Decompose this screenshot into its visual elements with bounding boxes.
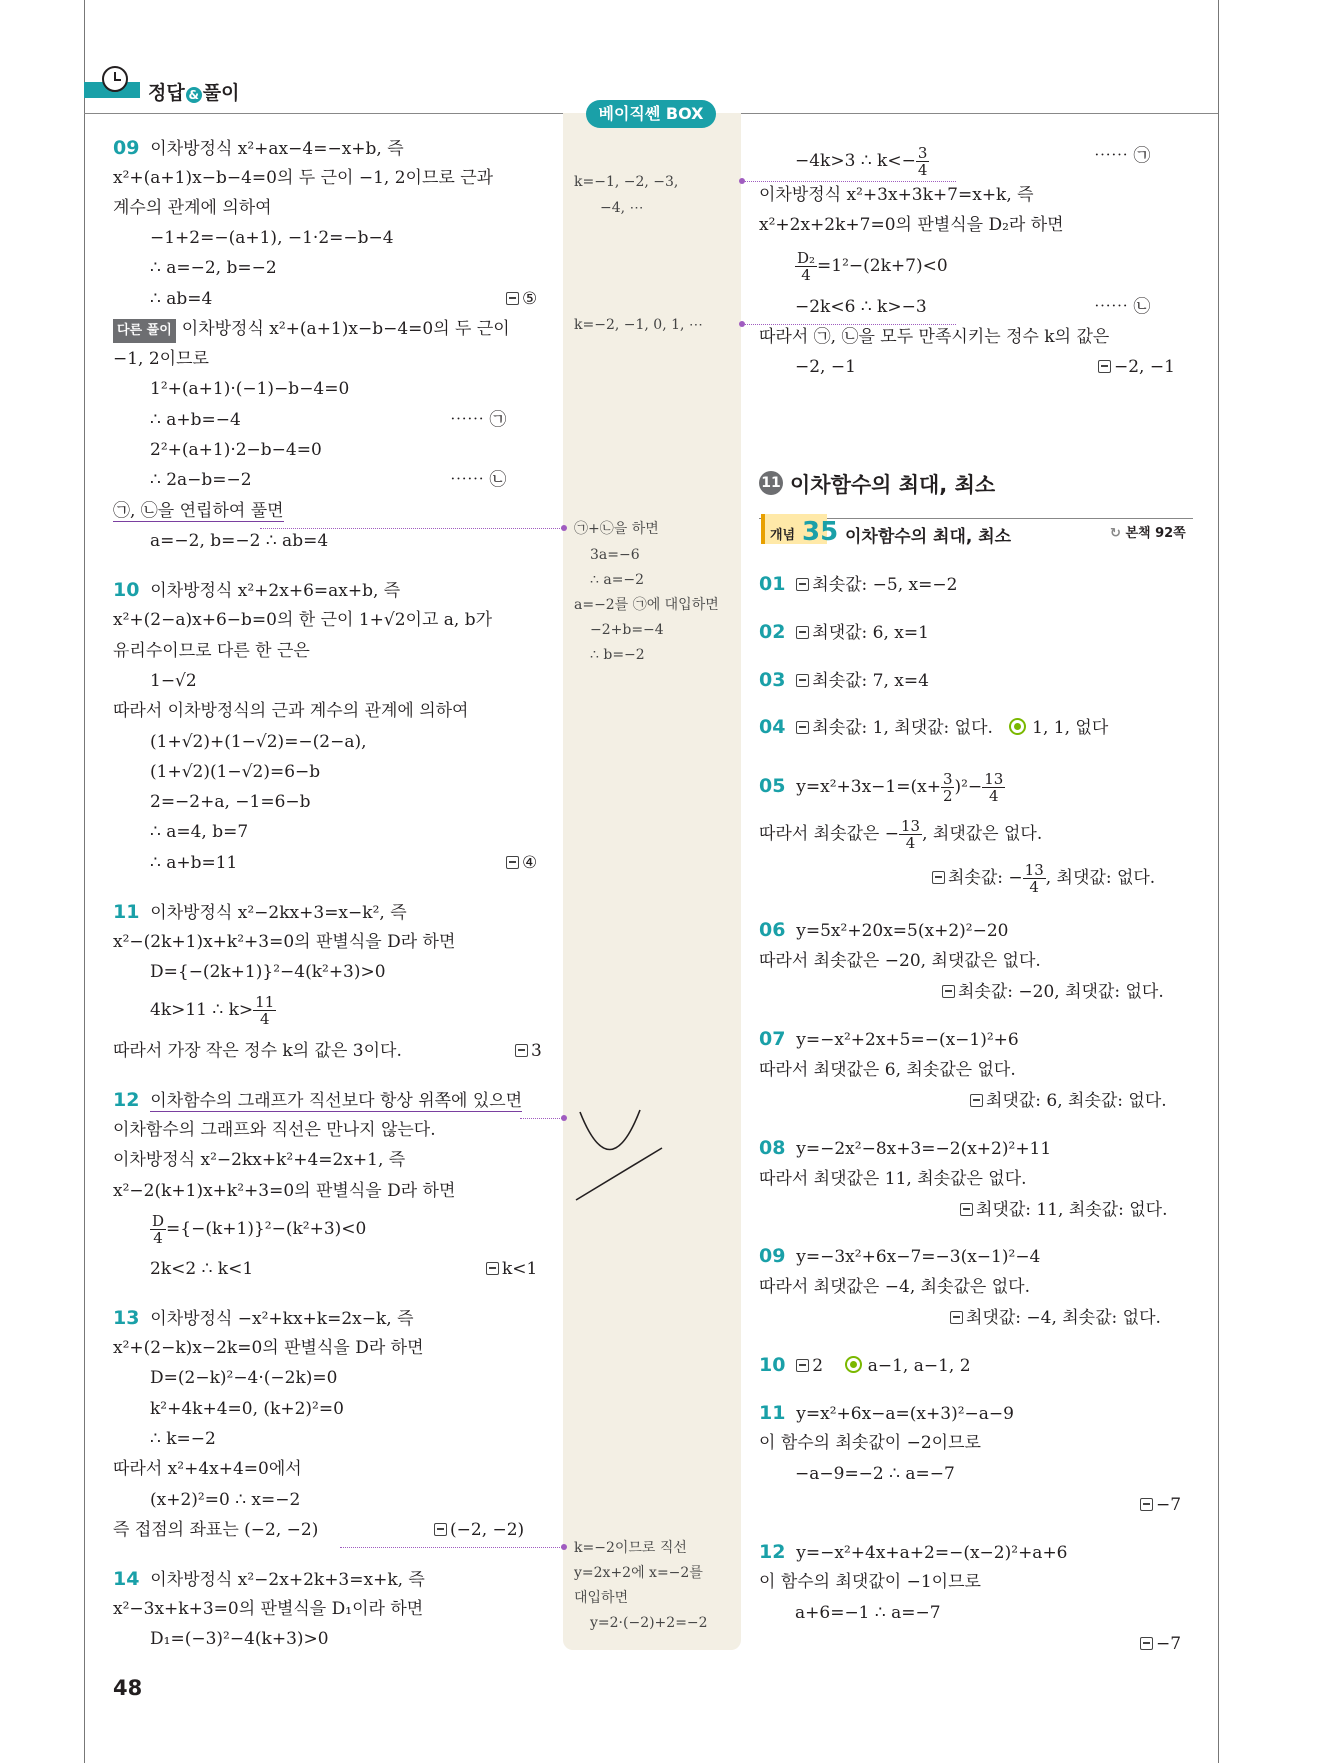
answer-icon	[506, 292, 519, 305]
pointer-line	[742, 324, 956, 325]
target-icon	[845, 1356, 862, 1373]
r-line4: $\frac{\text{D₂}}{4}$ =1²−(2k+7)<0	[797, 249, 948, 284]
answer-icon	[960, 1203, 973, 1216]
r-line5: −2k<6 ∴ k>−3	[795, 297, 927, 317]
p11-line2: x²−(2k+1)x+k²+3=0의 판별식을 D라 하면	[113, 932, 456, 952]
r-q06-answer: 최솟값: −20, 최댓값: 없다.	[942, 981, 1164, 1003]
pointer-dot	[561, 525, 567, 531]
r-q12: 12 y=−x²+4x+a+2=−(x−2)²+a+6	[759, 1541, 1068, 1563]
box-note2: k=−2, −1, 0, 1, ⋯	[574, 317, 703, 333]
box-note1b: −4, ⋯	[600, 200, 644, 216]
box-note3b: 3a=−6	[590, 547, 640, 563]
p13-line6: 따라서 x²+4x+4=0에서	[113, 1459, 302, 1479]
r-q11: 11 y=x²+6x−a=(x+3)²−a−9	[759, 1402, 1014, 1424]
box-note3d: a=−2를 ㉠에 대입하면	[574, 597, 719, 613]
answer-icon	[796, 578, 809, 591]
answer-icon	[1140, 1637, 1153, 1650]
p12-answer: k<1	[486, 1258, 537, 1280]
p11-line3: D={−(2k+1)}²−4(k²+3)>0	[150, 962, 386, 982]
p10-line7: (1+√2)(1−√2)=6−b	[150, 762, 321, 782]
p09-other-line4: ∴ a+b=−4	[150, 410, 241, 430]
pointer-line	[742, 181, 956, 182]
answer-icon	[486, 1262, 499, 1275]
r-q10: 10 2 a−1, a−1, 2	[759, 1354, 971, 1376]
p13-line2: x²+(2−k)x−2k=0의 판별식을 D라 하면	[113, 1338, 424, 1358]
refresh-icon: ↻	[1110, 526, 1121, 541]
p13-line8: 즉 접점의 좌표는 (−2, −2)	[113, 1520, 319, 1540]
r-q11-line2: 이 함수의 최솟값이 −2이므로	[759, 1433, 981, 1453]
p09-other-line5: 2²+(a+1)·2−b−4=0	[150, 440, 322, 460]
p10-line10: ∴ a+b=11	[150, 853, 238, 873]
p14-line3: D₁=(−3)²−4(k+3)>0	[150, 1629, 329, 1649]
pointer-line	[520, 1118, 562, 1119]
box-note4b: y=2x+2에 x=−2를	[574, 1565, 703, 1581]
concept-number: 35	[802, 517, 839, 547]
p13-answer: (−2, −2)	[434, 1519, 524, 1541]
r-q06-line2: 따라서 최솟값은 −20, 최댓값은 없다.	[759, 951, 1041, 971]
p09-other-line2: −1, 2이므로	[113, 349, 209, 369]
p12-line5: $\frac{D}{4}$ ={−(k+1)}²−(k²+3)<0	[152, 1212, 367, 1247]
r-q07-line2: 따라서 최댓값은 6, 최솟값은 없다.	[759, 1060, 1016, 1080]
p10-line4: 1−√2	[150, 671, 197, 691]
pointer-dot	[739, 321, 745, 327]
box-note4c: 대입하면	[574, 1590, 629, 1606]
p10-line9: ∴ a=4, b=7	[150, 822, 249, 842]
header-title: 정답 & 풀이	[148, 82, 240, 104]
section-number-badge: 11	[759, 471, 783, 495]
p09-marker-b: ⋯⋯ ㉡	[450, 470, 507, 490]
alarm-clock-icon	[102, 66, 128, 92]
r-q07-answer: 최댓값: 6, 최솟값: 없다.	[970, 1090, 1167, 1112]
r-q09-line2: 따라서 최댓값은 −4, 최솟값은 없다.	[759, 1277, 1030, 1297]
answer-icon	[970, 1094, 983, 1107]
box-note3c: ∴ a=−2	[590, 572, 645, 588]
p12-line1: 12 이차함수의 그래프가 직선보다 항상 위쪽에 있으면	[113, 1089, 523, 1111]
p11-line5: 따라서 가장 작은 정수 k의 값은 3이다.	[113, 1041, 402, 1061]
r-q05-line2: 따라서 최솟값은 − $\frac{13}{4}$ , 최댓값은 없다.	[759, 817, 1043, 852]
p13-line5: ∴ k=−2	[150, 1429, 216, 1449]
r-q07: 07 y=−x²+2x+5=−(x−1)²+6	[759, 1028, 1019, 1050]
answer-icon	[796, 1359, 809, 1372]
answer-icon	[1140, 1498, 1153, 1511]
p13-line7: (x+2)²=0 ∴ x=−2	[150, 1490, 301, 1510]
answer-icon	[1098, 360, 1111, 373]
r-q12-line3: a+6=−1 ∴ a=−7	[795, 1603, 941, 1623]
box-note1a: k=−1, −2, −3,	[574, 174, 679, 190]
box-note4a: k=−2이므로 직선	[574, 1540, 687, 1556]
r-q09-answer: 최댓값: −4, 최솟값: 없다.	[950, 1307, 1161, 1329]
p10-line6: (1+√2)+(1−√2)=−(2−a),	[150, 732, 367, 752]
r-q08-answer: 최댓값: 11, 최솟값: 없다.	[960, 1199, 1167, 1221]
answer-icon	[796, 721, 809, 734]
answer-icon	[506, 856, 519, 869]
r-q04: 04 최솟값: 1, 최댓값: 없다. 1, 1, 없다	[759, 716, 1109, 738]
p10-line2: x²+(2−a)x+6−b=0의 한 근이 1+√2이고 a, b가	[113, 610, 493, 630]
p09-answer: ⑤	[506, 288, 537, 310]
p09-line2: x²+(a+1)x−b−4=0의 두 근이 −1, 2이므로 근과	[113, 168, 494, 188]
other-solution-badge: 다른 풀이	[113, 319, 176, 343]
box-note3a: ㉠+㉡을 하면	[574, 521, 659, 537]
p09-other-line3: 1²+(a+1)·(−1)−b−4=0	[150, 379, 350, 399]
p12-line6: 2k<2 ∴ k<1	[150, 1259, 254, 1279]
pointer-line	[260, 528, 562, 529]
p09-line6: ∴ ab=4	[150, 289, 213, 309]
p13-line1: 13 이차방정식 −x²+kx+k=2x−k, 즉	[113, 1307, 414, 1329]
answer-icon	[942, 985, 955, 998]
p13-line4: k²+4k+4=0, (k+2)²=0	[150, 1399, 344, 1419]
p09-other-line6: ∴ 2a−b=−2	[150, 470, 252, 490]
r-q02: 02 최댓값: 6, x=1	[759, 621, 929, 643]
r-q12-answer: −7	[1140, 1633, 1181, 1655]
section-title: 이차함수의 최대, 최소	[790, 473, 996, 497]
r-q09: 09 y=−3x²+6x−7=−3(x−1)²−4	[759, 1245, 1041, 1267]
concept-reference: ↻ 본책 92쪽	[1110, 526, 1186, 541]
r-q11-answer: −7	[1140, 1494, 1181, 1516]
page-number: 48	[113, 1676, 143, 1700]
page-edge-right	[1218, 0, 1219, 1763]
p11-line4: 4k>11 ∴ k> $\frac{11}{4}$	[150, 993, 275, 1028]
answer-icon	[515, 1044, 528, 1057]
r-marker-a: ⋯⋯ ㉠	[1094, 146, 1151, 166]
basic-box-column	[563, 113, 741, 1650]
pointer-dot	[561, 1544, 567, 1550]
p10-answer: ④	[506, 852, 537, 874]
parabola-line-sketch	[570, 1100, 670, 1205]
box-note3f: ∴ b=−2	[590, 647, 645, 663]
p10-line3: 유리수이므로 다른 한 근은	[113, 641, 310, 661]
answer-icon	[950, 1311, 963, 1324]
answer-icon	[434, 1523, 447, 1536]
p12-line2: 이차함수의 그래프와 직선은 만나지 않는다.	[113, 1120, 436, 1140]
pointer-line	[340, 1547, 562, 1548]
page-edge-left	[84, 0, 85, 1763]
p10-line5: 따라서 이차방정식의 근과 계수의 관계에 의하여	[113, 701, 469, 721]
r-q05-answer: 최솟값: − $\frac{13}{4}$ , 최댓값: 없다.	[932, 862, 1155, 895]
box-note3e: −2+b=−4	[590, 622, 664, 638]
r-q08-line2: 따라서 최댓값은 11, 최솟값은 없다.	[759, 1169, 1027, 1189]
r-q03: 03 최솟값: 7, x=4	[759, 669, 929, 691]
p09-other-line8: a=−2, b=−2 ∴ ab=4	[150, 531, 329, 551]
p09-line5: ∴ a=−2, b=−2	[150, 258, 277, 278]
p09-line1: 09 이차방정식 x²+ax−4=−x+b, 즉	[113, 137, 404, 159]
concept-title: 이차함수의 최대, 최소	[845, 527, 1012, 547]
box-title: 베이직쎈 BOX	[586, 100, 716, 128]
r-q06: 06 y=5x²+20x=5(x+2)²−20	[759, 919, 1009, 941]
r-marker-b: ⋯⋯ ㉡	[1094, 297, 1151, 317]
p09-marker-a: ⋯⋯ ㉠	[450, 410, 507, 430]
p13-line3: D=(2−k)²−4·(−2k)=0	[150, 1368, 338, 1388]
answer-icon	[796, 674, 809, 687]
pointer-dot	[739, 178, 745, 184]
p10-line8: 2=−2+a, −1=6−b	[150, 792, 311, 812]
r-line2: 이차방정식 x²+3x+3k+7=x+k, 즉	[759, 185, 1034, 205]
p09-other-line7: ㉠, ㉡을 연립하여 풀면	[113, 501, 284, 521]
p12-line3: 이차방정식 x²−2kx+k²+4=2x+1, 즉	[113, 1150, 406, 1170]
r-line1: −4k>3 ∴ k<− $\frac{3}{4}$	[795, 144, 928, 179]
r-q08: 08 y=−2x²−8x+3=−2(x+2)²+11	[759, 1137, 1052, 1159]
target-icon	[1009, 718, 1026, 735]
p11-answer: 3	[515, 1040, 542, 1062]
p14-line1: 14 이차방정식 x²−2x+2k+3=x+k, 즉	[113, 1568, 425, 1590]
p09-line3: 계수의 관계에 의하여	[113, 198, 272, 218]
concept-label: 개념	[770, 528, 796, 543]
pointer-dot	[561, 1115, 567, 1121]
box-note4d: y=2·(−2)+2=−2	[590, 1615, 708, 1631]
p10-line1: 10 이차방정식 x²+2x+6=ax+b, 즉	[113, 579, 401, 601]
p09-line4: −1+2=−(a+1), −1·2=−b−4	[150, 228, 394, 248]
r-line3: x²+2x+2k+7=0의 판별식을 D₂라 하면	[759, 215, 1064, 235]
r-line7: −2, −1	[795, 357, 856, 377]
p14-line2: x²−3x+k+3=0의 판별식을 D₁이라 하면	[113, 1599, 424, 1619]
answer-icon	[932, 871, 945, 884]
r-answer-top: −2, −1	[1098, 356, 1175, 378]
p09-other-line1: 다른 풀이 이차방정식 x²+(a+1)x−b−4=0의 두 근이	[113, 318, 510, 343]
answer-icon	[796, 626, 809, 639]
p11-line1: 11 이차방정식 x²−2kx+3=x−k², 즉	[113, 901, 407, 923]
r-line6: 따라서 ㉠, ㉡을 모두 만족시키는 정수 k의 값은	[759, 327, 1110, 347]
p12-line4: x²−2(k+1)x+k²+3=0의 판별식을 D라 하면	[113, 1181, 456, 1201]
r-q05: 05 y=x²+3x−1=(x+ $\frac{3}{2}$ )²− $\frac{13}{4}$	[759, 770, 1004, 805]
r-q12-line2: 이 함수의 최댓값이 −1이므로	[759, 1572, 981, 1592]
r-q01: 01 최솟값: −5, x=−2	[759, 573, 958, 595]
r-q11-line3: −a−9=−2 ∴ a=−7	[795, 1464, 955, 1484]
